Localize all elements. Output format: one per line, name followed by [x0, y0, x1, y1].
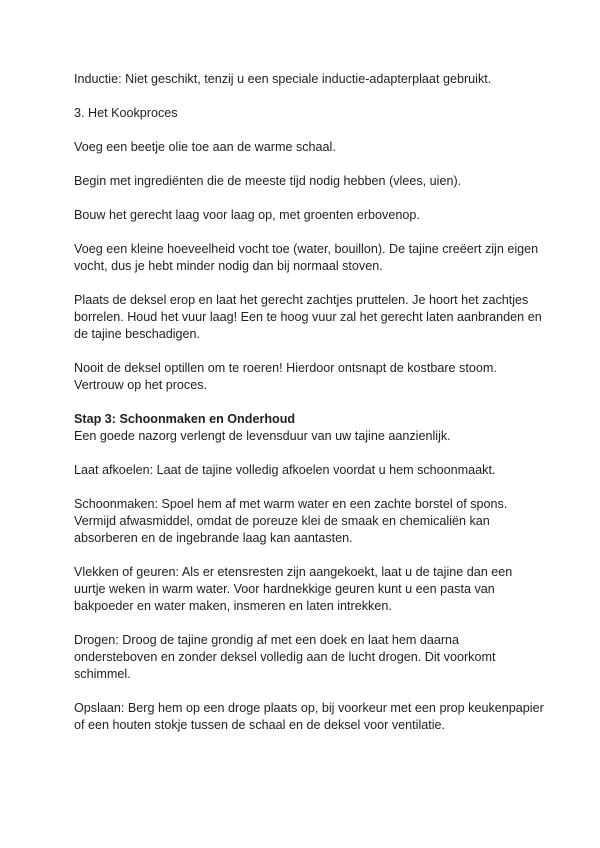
paragraph-inductie: Inductie: Niet geschikt, tenzij u een speciale inductie-adapterplaat gebruikt. [74, 72, 492, 86]
paragraph-laag-voor-laag: Bouw het gerecht laag voor laag op, met groenten erbovenop. [74, 208, 420, 222]
subheading-kookproces: 3. Het Kookproces [74, 106, 178, 120]
section-intro: Een goede nazorg verlengt de levensduur van uw tajine aanzienlijk. [74, 429, 451, 443]
paragraph-olie: Voeg een beetje olie toe aan de warme schaal. [74, 140, 336, 154]
paragraph-pruttelen: Plaats de deksel erop en laat het gerecht zachtjes pruttelen. Je hoort het zachtjes borrelen. Houd het vuur laag! Een te hoog vuur zal het gerecht laten aanbranden en de tajine beschadigen. [74, 293, 542, 341]
paragraph-afkoelen: Laat afkoelen: Laat de tajine volledig afkoelen voordat u hem schoonmaakt. [74, 463, 496, 477]
document-body [74, 71, 544, 751]
paragraph-vocht: Voeg een kleine hoeveelheid vocht toe (water, bouillon). De tajine creëert zijn eigen vocht, dus je hebt minder nodig dan bij normaal stoven. [74, 242, 539, 273]
paragraph-vlekken: Vlekken of geuren: Als er etensresten zijn aangekoekt, laat u de tajine dan een uurtje weken in warm water. Voor hardnekkige geuren kunt u een pasta van bakpoeder en water maken, insmeren en laten intrekken. [74, 565, 513, 613]
paragraph-opslaan: Opslaan: Berg hem op een droge plaats op, bij voorkeur met een prop keukenpapier of een houten stokje tussen de schaal en de deksel voor ventilatie. [74, 701, 544, 732]
paragraph-ingredienten: Begin met ingrediënten die de meeste tijd nodig hebben (vlees, uien). [74, 174, 462, 188]
paragraph-drogen: Drogen: Droog de tajine grondig af met een doek en laat hem daarna ondersteboven en zonder deksel volledig aan de lucht drogen. Dit voorkomt schimmel. [74, 633, 496, 681]
paragraph-deksel: Nooit de deksel optillen om te roeren! Hierdoor ontsnapt de kostbare stoom. Vertrouw op het proces. [74, 361, 497, 392]
section-heading: Stap 3: Schoonmaken en Onderhoud [74, 412, 296, 426]
paragraph-schoonmaken: Schoonmaken: Spoel hem af met warm water en een zachte borstel of spons. Vermijd afwasmiddel, omdat de poreuze klei de smaak en chemicaliën kan absorberen en de ingebrande laag kan aantasten. [74, 497, 508, 545]
